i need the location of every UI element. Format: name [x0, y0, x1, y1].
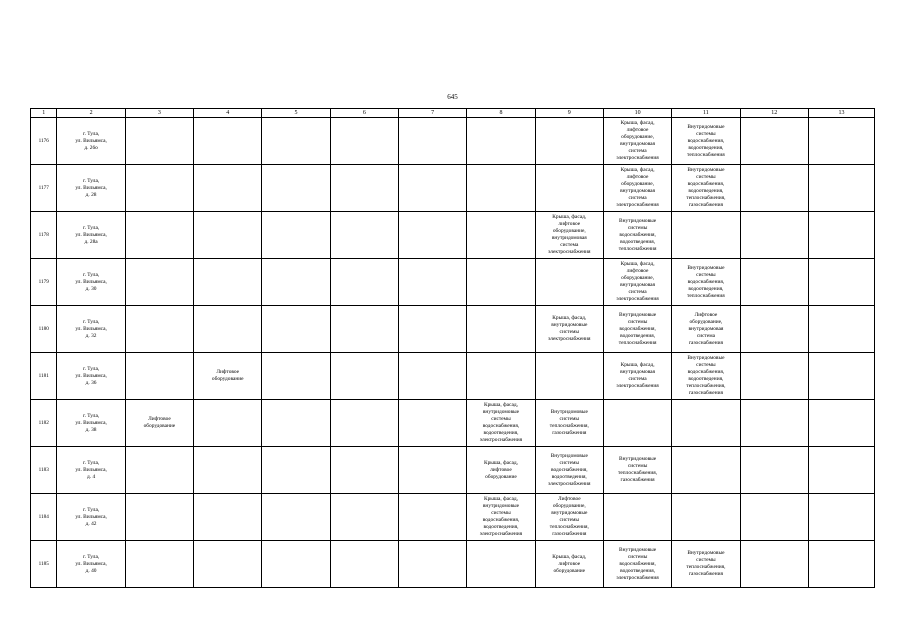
- column-header-8: 8: [467, 109, 535, 118]
- row-number-cell: 1180: [31, 306, 57, 353]
- work-cell-col-9: [535, 165, 603, 212]
- work-cell-col-9: Крыша, фасад, внутридомовые системы электроснабжения: [535, 306, 603, 353]
- work-cell-col-13: [808, 306, 874, 353]
- work-cell-col-3: [125, 165, 193, 212]
- work-cell-col-12: [740, 259, 808, 306]
- column-header-4: 4: [194, 109, 262, 118]
- column-header-13: 13: [808, 109, 874, 118]
- work-cell-col-10: [603, 400, 671, 447]
- row-number-cell: 1182: [31, 400, 57, 447]
- table-row: [31, 212, 875, 259]
- work-cell-col-6: [330, 400, 398, 447]
- work-cell-col-10: Крыша, фасад, лифтовое оборудование, внутридомовая система электроснабжения: [603, 259, 671, 306]
- work-cell-col-5: [262, 118, 330, 165]
- work-cell-col-11: [672, 494, 740, 541]
- work-cell-col-6: [330, 118, 398, 165]
- work-cell-col-8: [467, 541, 535, 588]
- row-number-cell: 1177: [31, 165, 57, 212]
- work-cell-col-8: [467, 306, 535, 353]
- table-row: [31, 494, 875, 541]
- work-cell-col-3: [125, 118, 193, 165]
- row-number-cell: 1181: [31, 353, 57, 400]
- work-cell-col-9: Внутридомовые системы теплоснабжения, газоснабжения: [535, 400, 603, 447]
- work-cell-col-13: [808, 165, 874, 212]
- work-cell-col-4: Лифтовое оборудование: [194, 353, 262, 400]
- work-cell-col-6: [330, 447, 398, 494]
- work-cell-col-3: [125, 259, 193, 306]
- work-cell-col-13: [808, 259, 874, 306]
- work-cell-col-11: Лифтовое оборудование, внутридомовая система газоснабжения: [672, 306, 740, 353]
- work-cell-col-3: Лифтовое оборудование: [125, 400, 193, 447]
- work-cell-col-12: [740, 118, 808, 165]
- address-cell: г. Тула, ул. Вильямса, д. 40: [57, 541, 125, 588]
- work-cell-col-6: [330, 212, 398, 259]
- work-cell-col-8: Крыша, фасад, внутридомовые системы водоснабжения, водоотведения, электроснабжения: [467, 494, 535, 541]
- address-cell: г. Тула, ул. Вильямса, д. 26о: [57, 118, 125, 165]
- work-cell-col-8: [467, 353, 535, 400]
- work-cell-col-7: [399, 306, 467, 353]
- work-cell-col-6: [330, 306, 398, 353]
- work-cell-col-13: [808, 118, 874, 165]
- column-header-1: 1: [31, 109, 57, 118]
- work-cell-col-5: [262, 212, 330, 259]
- work-cell-col-5: [262, 494, 330, 541]
- work-cell-col-11: Внутридомовые системы водоснабжения, водоотведения, теплоснабжения, газоснабжения: [672, 165, 740, 212]
- work-cell-col-3: [125, 353, 193, 400]
- work-cell-col-5: [262, 447, 330, 494]
- work-cell-col-10: [603, 494, 671, 541]
- table-row: [31, 400, 875, 447]
- work-cell-col-12: [740, 494, 808, 541]
- work-cell-col-4: [194, 400, 262, 447]
- work-cell-col-5: [262, 400, 330, 447]
- work-cell-col-11: Внутридомовые системы водоснабжения, водоотведения, теплоснабжения: [672, 118, 740, 165]
- work-cell-col-5: [262, 353, 330, 400]
- work-cell-col-11: Внутридомовые системы водоснабжения, водоотведения, теплоснабжения: [672, 259, 740, 306]
- column-header-6: 6: [330, 109, 398, 118]
- work-cell-col-10: Внутридомовые системы водоснабжения, водоотведения, теплоснабжения: [603, 212, 671, 259]
- work-cell-col-11: Внутридомовые системы водоснабжения, водоотведения, теплоснабжения, газоснабжения: [672, 353, 740, 400]
- work-cell-col-13: [808, 400, 874, 447]
- row-number-cell: 1176: [31, 118, 57, 165]
- work-cell-col-8: [467, 259, 535, 306]
- work-cell-col-10: Крыша, фасад, внутридомовая система электроснабжения: [603, 353, 671, 400]
- address-cell: г. Тула, ул. Вильямса, д. 4: [57, 447, 125, 494]
- work-cell-col-7: [399, 541, 467, 588]
- row-number-cell: 1184: [31, 494, 57, 541]
- column-header-2: 2: [57, 109, 125, 118]
- work-cell-col-11: [672, 212, 740, 259]
- address-cell: г. Тула, ул. Вильямса, д. 42: [57, 494, 125, 541]
- work-cell-col-10: Внутридомовые системы теплоснабжения, газоснабжения: [603, 447, 671, 494]
- work-cell-col-13: [808, 212, 874, 259]
- column-header-5: 5: [262, 109, 330, 118]
- address-cell: г. Тула, ул. Вильямса, д. 38: [57, 400, 125, 447]
- work-cell-col-4: [194, 212, 262, 259]
- work-cell-col-4: [194, 447, 262, 494]
- work-cell-col-4: [194, 165, 262, 212]
- address-cell: г. Тула, ул. Вильямса, д. 28: [57, 165, 125, 212]
- work-cell-col-11: [672, 400, 740, 447]
- work-cell-col-13: [808, 541, 874, 588]
- table-row: [31, 447, 875, 494]
- row-number-cell: 1179: [31, 259, 57, 306]
- work-cell-col-11: Внутридомовые системы теплоснабжения, газоснабжения: [672, 541, 740, 588]
- column-header-11: 11: [672, 109, 740, 118]
- work-cell-col-9: Крыша, фасад, лифтовое оборудование: [535, 541, 603, 588]
- work-cell-col-7: [399, 118, 467, 165]
- work-cell-col-9: Лифтовое оборудование, внутридомовые системы теплоснабжения, газоснабжения: [535, 494, 603, 541]
- work-cell-col-6: [330, 165, 398, 212]
- column-header-3: 3: [125, 109, 193, 118]
- work-cell-col-8: [467, 118, 535, 165]
- work-cell-col-13: [808, 447, 874, 494]
- address-cell: г. Тула, ул. Вильямса, д. 30: [57, 259, 125, 306]
- page-number: 645: [447, 93, 458, 101]
- row-number-cell: 1183: [31, 447, 57, 494]
- work-cell-col-12: [740, 212, 808, 259]
- work-cell-col-9: [535, 353, 603, 400]
- work-cell-col-12: [740, 165, 808, 212]
- work-cell-col-8: [467, 165, 535, 212]
- work-cell-col-9: [535, 118, 603, 165]
- work-cell-col-7: [399, 259, 467, 306]
- work-cell-col-12: [740, 447, 808, 494]
- work-cell-col-9: Крыша, фасад, лифтовое оборудование, внутридомовая система электроснабжения: [535, 212, 603, 259]
- work-cell-col-8: [467, 212, 535, 259]
- table-row: [31, 118, 875, 165]
- work-cell-col-12: [740, 541, 808, 588]
- table-row: [31, 165, 875, 212]
- work-cell-col-12: [740, 306, 808, 353]
- work-cell-col-4: [194, 306, 262, 353]
- work-cell-col-5: [262, 165, 330, 212]
- header-row: [31, 109, 875, 118]
- work-cell-col-9: Внутридомовые системы водоснабжения, водоотведения, электроснабжения: [535, 447, 603, 494]
- work-cell-col-3: [125, 494, 193, 541]
- work-cell-col-8: Крыша, фасад, внутридомовые системы водоснабжения, водоотведения, электроснабжения: [467, 400, 535, 447]
- repair-schedule-table: [30, 108, 875, 588]
- address-cell: г. Тула, ул. Вильямса, д. 28а: [57, 212, 125, 259]
- work-cell-col-11: [672, 447, 740, 494]
- work-cell-col-5: [262, 259, 330, 306]
- table-row: [31, 541, 875, 588]
- work-cell-col-7: [399, 212, 467, 259]
- work-cell-col-3: [125, 447, 193, 494]
- work-cell-col-13: [808, 494, 874, 541]
- work-cell-col-4: [194, 259, 262, 306]
- work-cell-col-8: Крыша, фасад, лифтовое оборудование: [467, 447, 535, 494]
- work-cell-col-4: [194, 541, 262, 588]
- work-cell-col-12: [740, 353, 808, 400]
- work-cell-col-10: Крыша, фасад, лифтовое оборудование, внутридомовая система электроснабжения: [603, 118, 671, 165]
- work-cell-col-10: Внутридомовые системы водоснабжения, водоотведения, теплоснабжения: [603, 306, 671, 353]
- work-cell-col-7: [399, 494, 467, 541]
- work-cell-col-3: [125, 212, 193, 259]
- column-header-7: 7: [399, 109, 467, 118]
- work-cell-col-4: [194, 494, 262, 541]
- work-cell-col-10: Крыша, фасад, лифтовое оборудование, внутридомовая система электроснабжения: [603, 165, 671, 212]
- work-cell-col-4: [194, 118, 262, 165]
- work-cell-col-7: [399, 165, 467, 212]
- table-row: [31, 353, 875, 400]
- row-number-cell: 1185: [31, 541, 57, 588]
- work-cell-col-6: [330, 259, 398, 306]
- work-cell-col-5: [262, 541, 330, 588]
- table-row: [31, 259, 875, 306]
- work-cell-col-10: Внутридомовые системы водоснабжения, водоотведения, электроснабжения: [603, 541, 671, 588]
- work-cell-col-12: [740, 400, 808, 447]
- address-cell: г. Тула, ул. Вильямса, д. 36: [57, 353, 125, 400]
- column-header-12: 12: [740, 109, 808, 118]
- work-cell-col-7: [399, 447, 467, 494]
- table-row: [31, 306, 875, 353]
- work-cell-col-6: [330, 353, 398, 400]
- work-cell-col-7: [399, 353, 467, 400]
- address-cell: г. Тула, ул. Вильямса, д. 32: [57, 306, 125, 353]
- work-cell-col-3: [125, 306, 193, 353]
- work-cell-col-3: [125, 541, 193, 588]
- work-cell-col-7: [399, 400, 467, 447]
- work-cell-col-6: [330, 541, 398, 588]
- work-cell-col-5: [262, 306, 330, 353]
- column-header-10: 10: [603, 109, 671, 118]
- work-cell-col-13: [808, 353, 874, 400]
- column-header-9: 9: [535, 109, 603, 118]
- work-cell-col-9: [535, 259, 603, 306]
- row-number-cell: 1178: [31, 212, 57, 259]
- work-cell-col-6: [330, 494, 398, 541]
